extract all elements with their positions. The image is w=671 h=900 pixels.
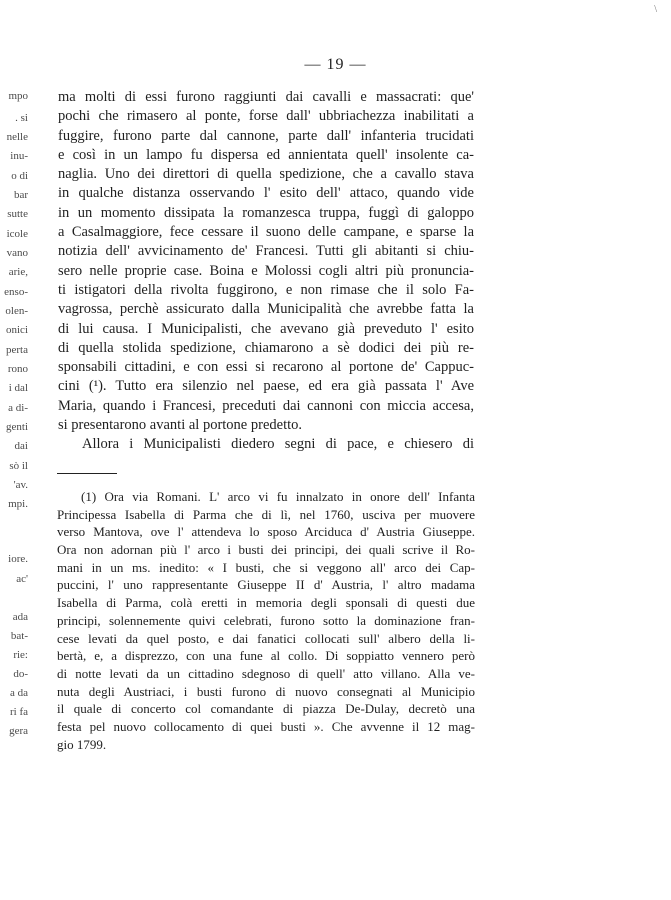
gutter-fragment: ada bbox=[12, 611, 28, 623]
footnote-line: il quale di concerto col comandante di piazza De-Dulay, decretò una bbox=[57, 701, 475, 717]
footnote-line: Principessa Isabella di Parma che di lì, nel 1760, usciva per muovere bbox=[57, 506, 475, 522]
gutter-fragment: gera bbox=[9, 725, 28, 737]
gutter-fragment: vano bbox=[6, 247, 28, 259]
footnote-line: puccini, l' uno rappresentante Giuseppe II d' Austria, l' altro madama bbox=[57, 577, 475, 593]
footnote-line: mani in un ms. inedito: « I busti, che si veggono all' arco dei Cap- bbox=[57, 559, 475, 575]
gutter-fragment: bat- bbox=[10, 630, 28, 642]
text-line: notizia dell' avvicinamento de' Francesi. Tutti gli abitanti si chiu- bbox=[58, 243, 474, 260]
gutter-fragment: sò il bbox=[9, 460, 28, 472]
text-line: pochi che rimasero al ponte, forse dall' ubbriachezza inabilitati a bbox=[58, 108, 474, 125]
gutter-fragment: arie, bbox=[8, 266, 28, 278]
gutter-fragment: ac' bbox=[16, 573, 28, 585]
gutter-fragment: olen- bbox=[5, 305, 28, 317]
gutter-fragment: ri fa bbox=[9, 706, 28, 718]
footnote-line: di notte levati da un cittadino sdegnoso di quell' atto villano. Alla ve- bbox=[57, 665, 475, 681]
footnote-line: Isabella di Parma, colà eretti in memoria degli sponsali di questi due bbox=[57, 595, 475, 611]
text-line: vagrossa, perchè assicurato dalla Municipalità che avrebbe fatta la bbox=[58, 301, 474, 318]
footnote-line: principi, solennemente quivi celebrati, furono sotto la dominazione fran- bbox=[57, 612, 475, 628]
gutter-fragment: mpi. bbox=[8, 498, 28, 510]
gutter-fragment: o di bbox=[11, 170, 28, 182]
gutter-fragment: genti bbox=[6, 421, 28, 433]
gutter-fragment: rie: bbox=[13, 649, 28, 661]
footnote bbox=[57, 488, 475, 753]
text-line: naglia. Uno dei direttori di quella spedizione, che a cavallo stava bbox=[58, 166, 474, 183]
text-line: si presentarono avanti al portone predetto. bbox=[58, 417, 303, 434]
gutter-fragment: nelle bbox=[6, 131, 28, 143]
facing-page-gutter bbox=[0, 88, 30, 788]
gutter-fragment: dai bbox=[14, 440, 28, 452]
gutter-fragment: a da bbox=[9, 687, 28, 699]
main-text bbox=[58, 88, 474, 455]
gutter-fragment: . si bbox=[15, 112, 28, 124]
text-line: ti istigatori della rivolta fuggirono, e non rimase che il solo Fa- bbox=[58, 281, 474, 298]
footnote-line: (1) Ora via Romani. L' arco vi fu innalzato in onore dell' Infanta bbox=[81, 489, 475, 504]
text-line: in qualche distanza osservando l' esito dell' attaco, quando vide bbox=[58, 185, 474, 202]
text-line: sponsabili cittadini, e con essi si recarono al portone de' Cappuc- bbox=[58, 359, 474, 376]
text-line: e così in un lampo fu dispersa ed annientata quell' insolente ca- bbox=[58, 146, 474, 163]
gutter-fragment: bar bbox=[13, 189, 28, 201]
gutter-fragment: a di- bbox=[8, 402, 28, 414]
page-number: — 19 — bbox=[304, 56, 367, 73]
gutter-fragment: perta bbox=[6, 344, 28, 356]
gutter-fragment: mpo bbox=[8, 90, 28, 102]
footnote-line: cese levati da quel posto, e dai fanatici collocati sull' albero della li- bbox=[57, 630, 475, 646]
gutter-fragment: inu- bbox=[10, 150, 28, 162]
footnote-line: Ora non adornan più l' arco i busti dei principi, dei quali scrive il Ro- bbox=[57, 542, 475, 558]
text-line: di lui causa. I Municipalisti, che avevano già preveduto l' esito bbox=[58, 320, 474, 337]
gutter-fragment: sutte bbox=[7, 208, 28, 220]
gutter-fragment: 'av. bbox=[13, 479, 28, 491]
text-line: sero nelle proprie case. Boina e Molossi cogli altri più pronuncia- bbox=[58, 262, 474, 279]
text-line: ma molti di essi furono raggiunti dai cavalli e massacrati: que' bbox=[58, 89, 474, 105]
gutter-fragment: onici bbox=[6, 324, 28, 336]
text-line: cini (¹). Tutto era silenzio nel paese, ed era già passata l' Ave bbox=[58, 378, 474, 395]
footnote-line: festa pel nuovo collocamento di quei busti ». Che avvenne il 12 mag- bbox=[57, 718, 475, 734]
gutter-fragment: i dal bbox=[8, 382, 28, 394]
footnote-line: bertà, e, a disprezzo, con una fune al collo. Di soppiatto vennero però bbox=[57, 648, 475, 664]
gutter-fragment: enso- bbox=[4, 286, 28, 298]
text-line: Maria, quando i Francesi, preceduti dai cannoni con miccia accesa, bbox=[58, 397, 474, 414]
text-line: Allora i Municipalisti diedero segni di pace, e chiesero di bbox=[82, 436, 474, 453]
footnote-line: nuta degli Austriaci, i busti furono di nuovo consegnati al Municipio bbox=[57, 683, 475, 699]
footnote-separator bbox=[57, 473, 117, 474]
footnote-line: gio 1799. bbox=[57, 736, 107, 752]
gutter-fragment: rono bbox=[7, 363, 28, 375]
text-line: di quella stolida spedizione, chiamarono a sè dodici dei più re- bbox=[58, 339, 474, 356]
gutter-fragment: icole bbox=[6, 228, 28, 240]
footnote-line: verso Mantova, ove l' attendeva lo sposo Arciduca d' Austria Giuseppe. bbox=[57, 524, 475, 540]
text-line: fuggire, furono parte dal cannone, parte dall' infanteria trucidati bbox=[58, 127, 474, 144]
corner-mark: \ bbox=[654, 4, 657, 15]
text-line: in un momento dissipata la romanzesca truppa, fuggì di galoppo bbox=[58, 204, 474, 221]
gutter-fragment: iore. bbox=[8, 553, 28, 565]
gutter-fragment: do- bbox=[13, 668, 28, 680]
text-line: a Casalmaggiore, fece cessare il suono delle campane, e sparse la bbox=[58, 224, 474, 241]
